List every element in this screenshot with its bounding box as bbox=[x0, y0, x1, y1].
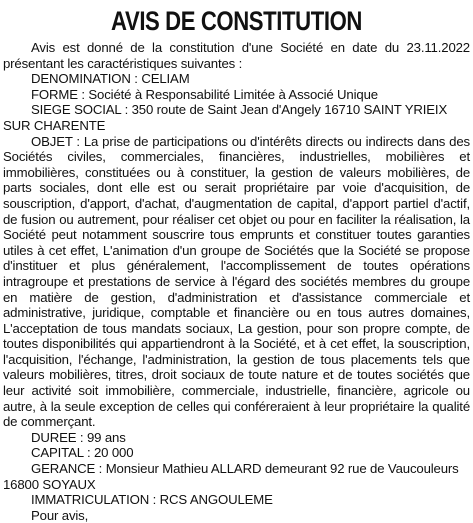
siege-social-line: SIEGE SOCIAL : 350 route de Saint Jean d'Angely 16710 SAINT YRIEIX SUR CHARENTE bbox=[3, 102, 448, 133]
notice-body bbox=[3, 40, 470, 523]
duree-line: DUREE : 99 ans bbox=[31, 429, 126, 445]
notice-title: AVIS DE CONSTITUTION bbox=[111, 6, 362, 36]
capital-line: CAPITAL : 20 000 bbox=[31, 445, 134, 461]
objet-paragraph: OBJET : La prise de participations ou d'intérêts directs ou indirects dans des Sociétés civiles, commerciales, financières, industrielles, mobilières et immobilières, constituées ou à constituer, la gestion de valeurs mobilières, de parts sociales, dont elle est ou serait propriétaire par voie d'acquisition, de souscription, d'apport, d'achat, d'augmentation de capital, d'apport partiel d'actif, de fusion ou autrement, pour réaliser cet objet ou pour en faciliter la réalisation, la Société peut notamment souscrire tous emprunts et constituer toutes garanties utiles à cet effet, L'animation d'un groupe de Sociétés que la Société se propose d'instituer et plus généralement, l'accomplissement de toutes opérations intragroupe et prestations de service à l'égard des sociétés membres du groupe en matière de gestion, d'administration et d'assistance commerciale et administrative, juridique, comptable et financière ou en tous autres domaines, L'acceptation de tous mandats sociaux, La gestion, pour son propre compte, de toutes disponibilités qui appartiendront à la Société, et à cet effet, la souscription, l'acquisition, l'échange, l'administration, la gestion de tous placements tels que valeurs mobilières, titres, droit sociaux de toute nature et de toutes sociétés que leur activité soit immobilière, commerciale, industrielle, financière, agricole ou autre, à la seule exception de celles qui conféreraient à leur propriétaire la qualité de commerçant. bbox=[3, 133, 470, 430]
forme-line: FORME : Société à Responsabilité Limitée à Associé Unique bbox=[31, 86, 378, 102]
gerance-line: GERANCE : Monsieur Mathieu ALLARD demeurant 92 rue de Vaucouleurs 16800 SOYAUX bbox=[3, 461, 459, 492]
closing-line: Pour avis, bbox=[31, 507, 89, 523]
denomination-line: DENOMINATION : CELIAM bbox=[31, 71, 190, 87]
immatriculation-line: IMMATRICULATION : RCS ANGOULEME bbox=[31, 492, 273, 508]
intro-paragraph: Avis est donné de la constitution d'une Société en date du 23.11.2022 présentant les caractéristiques suivantes : bbox=[3, 40, 470, 71]
